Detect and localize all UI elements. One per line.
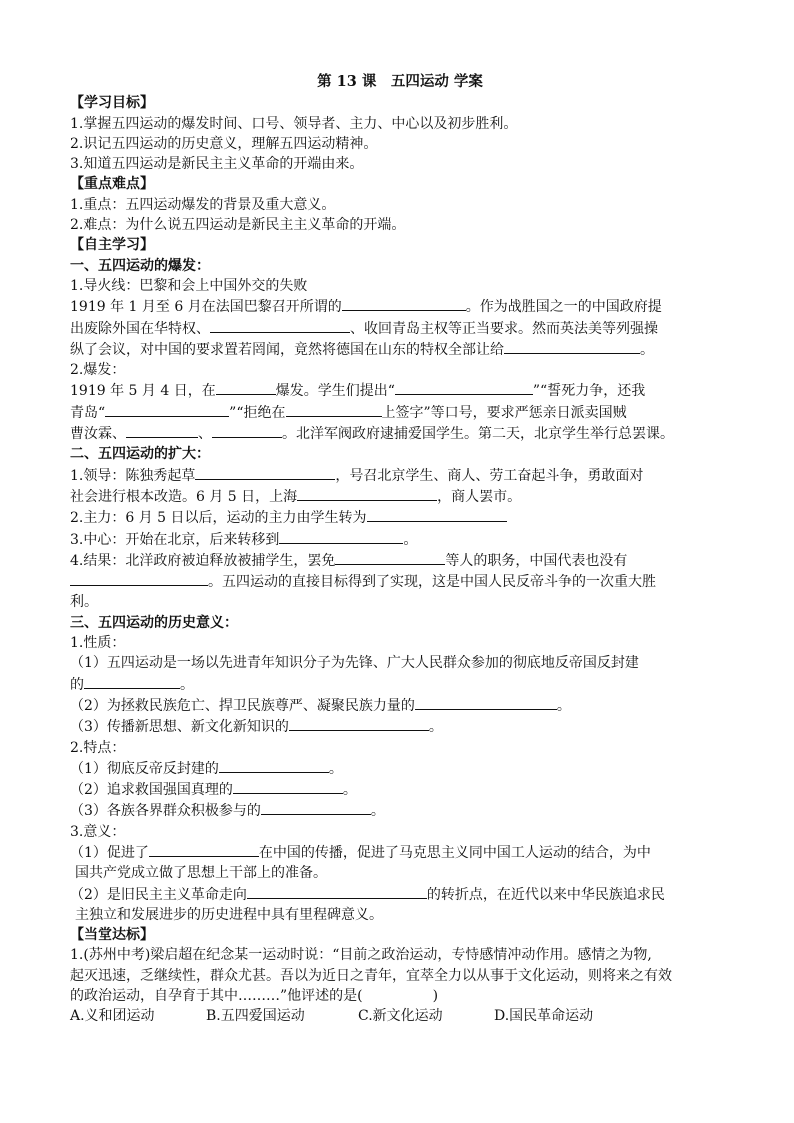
text-line: （1）五四运动是一场以先进青年知识分子为先锋、广大人民群众参加的彻底地反帝国反封建 [70,655,639,672]
text-line: 1919 年 1 月至 6 月在法国巴黎召开所谓的 。作为战胜国之一的中国政府提 [70,296,730,317]
fill-blank[interactable] [342,296,466,311]
text-line: 3.中心：开始在北京，后来转移到 。 [70,529,730,550]
key-item: 2.难点：为什么说五四运动是新民主主义革命的开端。 [70,217,406,234]
option-a[interactable]: A.义和团运动 [70,1008,155,1025]
key-item: 1.重点：五四运动爆发的背景及重大意义。 [70,196,336,213]
fill-blank[interactable] [415,695,557,710]
fill-blank[interactable] [395,380,533,395]
fill-blank[interactable] [195,465,335,480]
text-line: 2.特点： [70,739,126,756]
option-c[interactable]: C.新文化运动 [358,1008,443,1025]
fill-blank[interactable] [279,529,403,544]
section-2-heading: 二、五四运动的扩大： [70,446,210,463]
text-line: （3）各族各界群众积极参与的 。 [70,800,730,821]
fill-blank[interactable] [149,842,259,857]
fill-blank[interactable] [84,674,180,689]
section-3-heading: 三、五四运动的历史意义： [70,614,238,631]
text-line: 。五四运动的直接目标得到了实现，这是中国人民反帝斗争的一次重大胜 [70,571,730,592]
goal-item: 2.识记五四运动的历史意义，理解五四运动精神。 [70,135,378,152]
option-b[interactable]: B.五四爱国运动 [206,1008,305,1025]
text-line: 主独立和发展进步的历史进程中具有里程碑意义。 [75,906,383,923]
key-heading: 【重点难点】 [70,176,154,193]
fill-blank[interactable] [289,716,429,731]
fill-blank[interactable] [233,779,343,794]
fill-blank[interactable] [70,571,208,586]
fill-blank[interactable] [286,402,382,417]
text-line: 1919 年 5 月 4 日，在 爆发。学生们提出“ ”“誓死力争，还我 [70,380,730,401]
fill-blank[interactable] [210,318,350,333]
text-line: （1）促进了 在中国的传播，促进了马克思主义同中国工人运动的结合，为中 [70,842,730,863]
text-line: 1.性质： [70,635,126,652]
fill-blank[interactable] [367,507,507,522]
fill-blank[interactable] [335,550,445,565]
worksheet-content [70,72,730,1027]
fill-blank[interactable] [247,884,427,899]
fill-blank[interactable] [216,380,276,395]
question-line: 1.(苏州中考)梁启超在纪念某一运动时说：“目前之政治运动，专恃感情冲动作用。感情之为物, [70,947,652,964]
fill-blank[interactable] [126,423,198,438]
section-1-heading: 一、五四运动的爆发： [70,257,210,274]
self-study-heading: 【自主学习】 [70,237,154,254]
text-line: （3）传播新思想、新文化新知识的 。 [70,716,730,737]
question-line: 起灭迅速，乏继续性，群众尤甚。吾以为近日之青年，宜萃全力以从事于文化运动，则将来之有效 [70,967,672,984]
text-line: 青岛“ ”“拒绝在 上签字”等口号，要求严惩亲日派卖国贼 [70,402,730,423]
text-line: 国共产党成立做了思想上干部上的准备。 [75,865,327,882]
text-line: 4.结果：北洋政府被迫释放被捕学生，罢免 等人的职务，中国代表也没有 [70,550,730,571]
practice-heading: 【当堂达标】 [70,927,154,944]
page-title: 第 13 课 五四运动 学案 [317,73,483,90]
fill-blank[interactable] [504,339,640,354]
fill-blank[interactable] [297,486,437,501]
fill-blank[interactable] [212,423,282,438]
text-line: 社会进行根本改造。6 月 5 日，上海 ，商人罢市。 [70,486,730,507]
text-line: 出废除外国在华特权、 、收回青岛主权等正当要求。然而英法美等列强操 [70,318,730,339]
question-line: 的政治运动，自孕育于其中………”他评述的是( ) [70,988,439,1005]
text-line: 纵了会议，对中国的要求置若罔闻，竟然将德国在山东的特权全部让给 。 [70,339,730,360]
text-line: 曹汝霖、 、 。北洋军阀政府逮捕爱国学生。第二天，北京学生举行总罢课。 [70,423,730,444]
text-line: 2.主力：6 月 5 日以后，运动的主力由学生转为 [70,507,730,528]
fill-blank[interactable] [219,758,329,773]
text-line: 的 。 [70,674,730,695]
text-line: （2）追求救国强国真理的 。 [70,779,730,800]
goals-heading: 【学习目标】 [70,95,154,112]
text-line: 利。 [70,594,98,611]
text-line: 1.领导：陈独秀起草 ，号召北京学生、商人、劳工奋起斗争，勇敢面对 [70,465,730,486]
option-d[interactable]: D.国民革命运动 [494,1008,594,1025]
fuse-line: 1.导火线：巴黎和会上中国外交的失败 [70,277,308,294]
text-line: （2）是旧民主主义革命走向 的转折点，在近代以来中华民族追求民 [70,884,730,905]
text-line: （1）彻底反帝反封建的 。 [70,758,730,779]
goal-item: 1.掌握五四运动的爆发时间、口号、领导者、主力、中心以及初步胜利。 [70,115,518,132]
text-line: （2）为拯救民族危亡、捍卫民族尊严、凝聚民族力量的 。 [70,695,730,716]
options-row [70,1006,730,1026]
fill-blank[interactable] [261,800,371,815]
text-line: 3.意义： [70,823,126,840]
text-line: 2.爆发： [70,362,126,379]
goal-item: 3.知道五四运动是新民主主义革命的开端由来。 [70,156,364,173]
fill-blank[interactable] [105,402,229,417]
